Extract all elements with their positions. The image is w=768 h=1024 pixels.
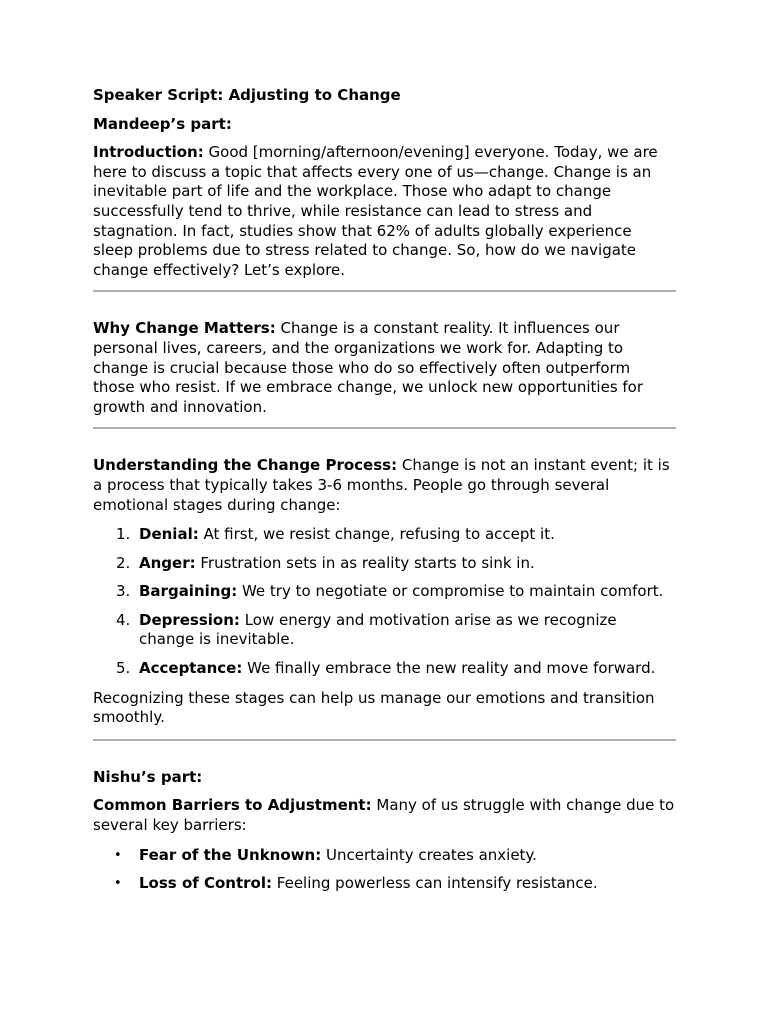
list-item: 4. Depression: Low energy and motivation arise as we recognize change is inevitable. [116,610,617,649]
barriers-list [93,846,676,894]
list-item: • Fear of the Unknown: Uncertainty creates anxiety. [114,845,537,864]
document-body [93,86,676,903]
list-item: 2. Anger: Frustration sets in as reality starts to sink in. [116,553,535,572]
change-process-paragraph: Understanding the Change Process: Change is not an instant event; it is a process that typically takes 3-6 months. People go through several emotional stages during change: [93,456,670,514]
barriers-heading: Common Barriers to Adjustment: [93,796,372,815]
bullet-icon: • [114,876,122,892]
nishu-part-heading: Nishu’s part: [93,767,203,786]
section-divider [93,427,676,429]
stages-closing-paragraph: Recognizing these stages can help us manage our emotions and transition smoothly. [93,688,655,727]
list-item: 3. Bargaining: We try to negotiate or compromise to maintain comfort. [116,582,664,601]
mandeep-part-heading: Mandeep’s part: [93,114,232,133]
introduction-heading: Introduction: [93,143,204,162]
section-divider [93,739,676,741]
why-change-matters-heading: Why Change Matters: [93,319,276,338]
introduction-paragraph: Introduction: Good [morning/afternoon/evening] everyone. Today, we are here to discuss a topic that affects every one of us—change. Change is an inevitable part of life and the workplace. Those who adapt to change successfully tend to thrive, while resistance can lead to stress and stagnation. In fact, studies show that 62% of adults globally experience sleep problems due to stress related to change. So, how do we navigate change effectively? Let’s explore. [93,143,658,279]
document-title: Speaker Script: Adjusting to Change [93,86,401,104]
list-item: 1. Denial: At first, we resist change, refusing to accept it. [116,525,555,544]
barriers-paragraph: Common Barriers to Adjustment: Many of us struggle with change due to several key barriers: [93,796,675,835]
list-item: • Loss of Control: Feeling powerless can intensify resistance. [114,874,598,893]
section-divider [93,290,676,292]
why-change-matters-paragraph: Why Change Matters: Change is a constant reality. It influences our personal lives, careers, and the organizations we work for. Adapting to change is crucial because those who do so effectively often outperform those who resist. If we embrace change, we unlock new opportunities for growth and innovation. [93,319,644,416]
stages-list [93,525,676,679]
list-item: 5. Acceptance: We finally embrace the new reality and move forward. [116,659,656,678]
bullet-icon: • [114,847,122,863]
change-process-heading: Understanding the Change Process: [93,456,398,475]
